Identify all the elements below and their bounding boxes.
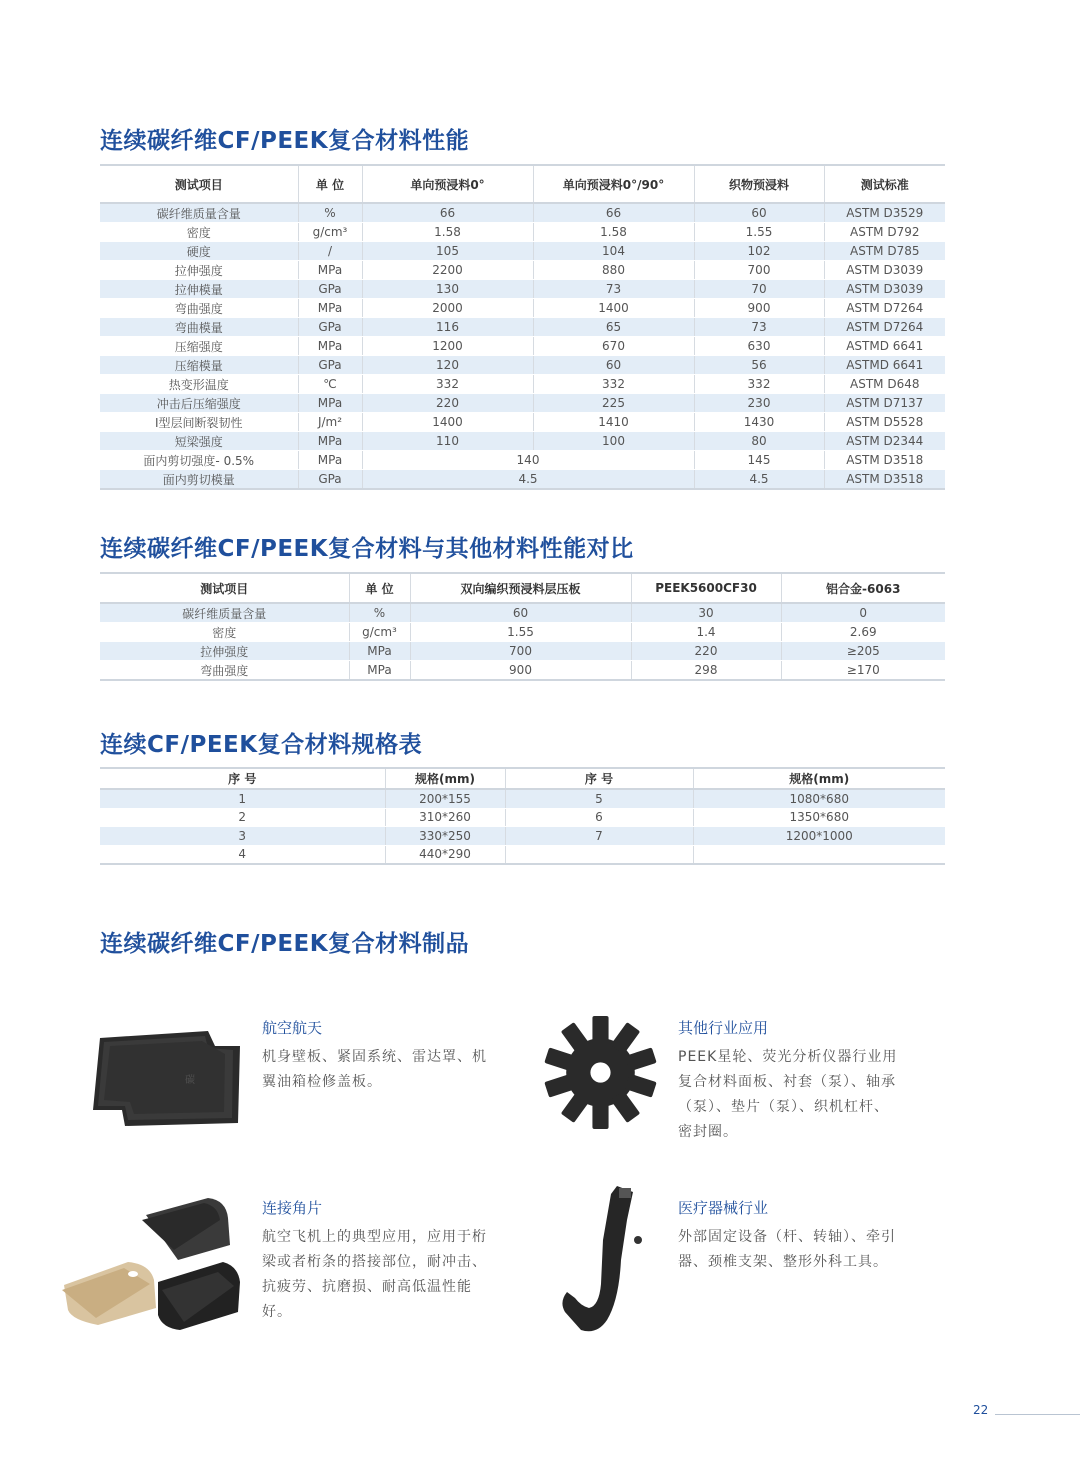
table-cell: 310*260 bbox=[385, 808, 505, 827]
table-cell: 900 bbox=[410, 661, 631, 681]
footer-divider bbox=[995, 1414, 1080, 1415]
table-cell: 2000 bbox=[362, 299, 533, 318]
table-cell: 面内剪切强度- 0.5% bbox=[100, 451, 298, 470]
header-cell: 单向预浸料0°/90° bbox=[533, 165, 694, 203]
table-cell: 73 bbox=[533, 280, 694, 299]
table-cell: 116 bbox=[362, 318, 533, 337]
table-cell: 2200 bbox=[362, 261, 533, 280]
table-cell bbox=[505, 845, 693, 864]
table-cell: 220 bbox=[631, 642, 781, 661]
table-cell: MPa bbox=[298, 432, 362, 451]
table-cell: ASTM D3039 bbox=[824, 261, 945, 280]
table-cell: 66 bbox=[533, 203, 694, 223]
table-cell: 1400 bbox=[362, 413, 533, 432]
table-cell: GPa bbox=[298, 318, 362, 337]
table-cell: MPa bbox=[298, 451, 362, 470]
table-row bbox=[100, 299, 945, 318]
table-cell: ASTM D2344 bbox=[824, 432, 945, 451]
table-cell: 120 bbox=[362, 356, 533, 375]
table-cell: MPa bbox=[298, 299, 362, 318]
table-cell: 298 bbox=[631, 661, 781, 681]
table-cell: 4 bbox=[100, 845, 385, 864]
table-cell: 60 bbox=[533, 356, 694, 375]
table-cell: 110 bbox=[362, 432, 533, 451]
product-description: PEEK星轮、荧光分析仪器行业用复合材料面板、衬套（泵）、轴承（泵）、垫片（泵）、织机杠杆、密封圈。 bbox=[678, 1049, 898, 1140]
table-row bbox=[100, 603, 945, 623]
table-cell: 332 bbox=[362, 375, 533, 394]
table-cell: GPa bbox=[298, 470, 362, 490]
table-cell: 1 bbox=[100, 789, 385, 808]
table-cell: ASTM D7264 bbox=[824, 318, 945, 337]
table-row bbox=[100, 394, 945, 413]
table-cell: 热变形温度 bbox=[100, 375, 298, 394]
table-cell: 弯曲模量 bbox=[100, 318, 298, 337]
product-description: 航空飞机上的典型应用，应用于桁梁或者桁条的搭接部位，耐冲击、抗疲劳、抗磨损、耐高低温性能好。 bbox=[262, 1229, 487, 1320]
table-row bbox=[100, 451, 945, 470]
table-cell: 碳纤维质量含量 bbox=[100, 603, 349, 623]
table-cell: 0 bbox=[781, 603, 945, 623]
table-cell: 1.55 bbox=[410, 623, 631, 642]
page-number: 22 bbox=[973, 1403, 989, 1417]
sizes-title: 连续CF/PEEK复合材料规格表 bbox=[100, 732, 423, 758]
star-wheel-icon bbox=[543, 1015, 658, 1130]
table-cell: MPa bbox=[349, 642, 410, 661]
header-cell: 单 位 bbox=[298, 165, 362, 203]
header-cell: 规格(mm) bbox=[693, 768, 945, 789]
table-cell: 1200*1000 bbox=[693, 827, 945, 846]
table-row bbox=[100, 808, 945, 827]
header-cell: PEEK5600CF30 bbox=[631, 573, 781, 603]
table-cell: g/cm³ bbox=[349, 623, 410, 642]
header-cell: 织物预浸料 bbox=[694, 165, 824, 203]
header-cell: 序 号 bbox=[505, 768, 693, 789]
comparison-table bbox=[100, 572, 945, 681]
table-cell: ASTM D3518 bbox=[824, 470, 945, 490]
table-row bbox=[100, 789, 945, 808]
table-cell: ASTM D785 bbox=[824, 242, 945, 261]
table-row bbox=[100, 623, 945, 642]
table-cell: 440*290 bbox=[385, 845, 505, 864]
table-cell: % bbox=[298, 203, 362, 223]
table-cell: MPa bbox=[298, 337, 362, 356]
table-cell: 碳纤维质量含量 bbox=[100, 203, 298, 223]
carbon-panel-icon bbox=[90, 1028, 245, 1128]
table-cell: 332 bbox=[694, 375, 824, 394]
table-cell: g/cm³ bbox=[298, 223, 362, 242]
table-row bbox=[100, 318, 945, 337]
table-row bbox=[100, 845, 945, 864]
table-cell: MPa bbox=[349, 661, 410, 681]
table-cell: MPa bbox=[298, 394, 362, 413]
table-cell: 60 bbox=[694, 203, 824, 223]
header-cell: 单向预浸料0° bbox=[362, 165, 533, 203]
table-cell: 220 bbox=[362, 394, 533, 413]
table-cell: 1430 bbox=[694, 413, 824, 432]
table-cell: 100 bbox=[533, 432, 694, 451]
svg-text:碳: 碳 bbox=[185, 1075, 195, 1086]
table-row bbox=[100, 432, 945, 451]
table-cell: 6 bbox=[505, 808, 693, 827]
table-cell: 880 bbox=[533, 261, 694, 280]
table-cell: 140 bbox=[362, 451, 694, 470]
product-heading: 医疗器械行业 bbox=[678, 1199, 769, 1217]
table-row bbox=[100, 242, 945, 261]
table-cell: 700 bbox=[410, 642, 631, 661]
table-row bbox=[100, 223, 945, 242]
table-cell: ASTM D7137 bbox=[824, 394, 945, 413]
table-header-row bbox=[100, 768, 945, 789]
properties-table bbox=[100, 164, 945, 490]
table-cell: 900 bbox=[694, 299, 824, 318]
table-cell: 332 bbox=[533, 375, 694, 394]
product-description: 外部固定设备（杆、转轴）、牵引器、颈椎支架、整形外科工具。 bbox=[678, 1229, 896, 1270]
table-cell: 230 bbox=[694, 394, 824, 413]
table-row bbox=[100, 413, 945, 432]
table-cell: 105 bbox=[362, 242, 533, 261]
table-header-row bbox=[100, 573, 945, 603]
header-cell: 规格(mm) bbox=[385, 768, 505, 789]
table-cell: ASTMD 6641 bbox=[824, 337, 945, 356]
table-cell: 短梁强度 bbox=[100, 432, 298, 451]
header-cell: 序 号 bbox=[100, 768, 385, 789]
table-cell: 670 bbox=[533, 337, 694, 356]
table-cell: ASTM D792 bbox=[824, 223, 945, 242]
table-cell: 66 bbox=[362, 203, 533, 223]
angle-bracket-icon bbox=[58, 1190, 248, 1340]
table-row bbox=[100, 661, 945, 681]
table-cell: ASTM D3529 bbox=[824, 203, 945, 223]
table-cell: 3 bbox=[100, 827, 385, 846]
table-cell: 1.4 bbox=[631, 623, 781, 642]
table-cell: 弯曲强度 bbox=[100, 299, 298, 318]
table-cell: 73 bbox=[694, 318, 824, 337]
table-cell: Ⅰ型层间断裂韧性 bbox=[100, 413, 298, 432]
table-cell: 4.5 bbox=[694, 470, 824, 490]
table-cell: 拉伸强度 bbox=[100, 642, 349, 661]
table-cell: 拉伸模量 bbox=[100, 280, 298, 299]
table-cell: 2 bbox=[100, 808, 385, 827]
table-cell: 1.55 bbox=[694, 223, 824, 242]
header-cell: 测试项目 bbox=[100, 165, 298, 203]
table-cell: GPa bbox=[298, 280, 362, 299]
table-cell: 弯曲强度 bbox=[100, 661, 349, 681]
table-cell: 1410 bbox=[533, 413, 694, 432]
table-cell: 104 bbox=[533, 242, 694, 261]
table-cell: 压缩模量 bbox=[100, 356, 298, 375]
table-cell: 1400 bbox=[533, 299, 694, 318]
table-cell: 4.5 bbox=[362, 470, 694, 490]
table-cell: 1200 bbox=[362, 337, 533, 356]
table-cell: ASTM D648 bbox=[824, 375, 945, 394]
table-cell: 56 bbox=[694, 356, 824, 375]
table-cell: 630 bbox=[694, 337, 824, 356]
table-cell: 1.58 bbox=[533, 223, 694, 242]
table-cell: ASTM D5528 bbox=[824, 413, 945, 432]
table-cell: 硬度 bbox=[100, 242, 298, 261]
table-cell: ASTM D3518 bbox=[824, 451, 945, 470]
table-cell: 200*155 bbox=[385, 789, 505, 808]
table-cell: 80 bbox=[694, 432, 824, 451]
product-description: 机身壁板、紧固系统、雷达罩、机翼油箱检修盖板。 bbox=[262, 1049, 487, 1090]
table-cell: J/m² bbox=[298, 413, 362, 432]
table-cell: 拉伸强度 bbox=[100, 261, 298, 280]
table-cell: ASTM D7264 bbox=[824, 299, 945, 318]
header-cell: 测试标准 bbox=[824, 165, 945, 203]
table-cell: 700 bbox=[694, 261, 824, 280]
table-cell: 5 bbox=[505, 789, 693, 808]
table-cell: 30 bbox=[631, 603, 781, 623]
table-cell: MPa bbox=[298, 261, 362, 280]
table-cell: 冲击后压缩强度 bbox=[100, 394, 298, 413]
table-cell: 145 bbox=[694, 451, 824, 470]
sizes-table bbox=[100, 767, 945, 865]
table-cell: 330*250 bbox=[385, 827, 505, 846]
header-cell: 铝合金-6063 bbox=[781, 573, 945, 603]
table-row bbox=[100, 470, 945, 490]
table-row bbox=[100, 337, 945, 356]
table-cell: 1080*680 bbox=[693, 789, 945, 808]
table-cell: ℃ bbox=[298, 375, 362, 394]
table-cell: 65 bbox=[533, 318, 694, 337]
table-cell: 密度 bbox=[100, 623, 349, 642]
table-cell: 70 bbox=[694, 280, 824, 299]
products-title: 连续碳纤维CF/PEEK复合材料制品 bbox=[100, 931, 470, 957]
table-cell: 225 bbox=[533, 394, 694, 413]
table-row bbox=[100, 375, 945, 394]
comparison-title: 连续碳纤维CF/PEEK复合材料与其他材料性能对比 bbox=[100, 536, 634, 562]
table-cell: 1.58 bbox=[362, 223, 533, 242]
table-row bbox=[100, 261, 945, 280]
table-cell: % bbox=[349, 603, 410, 623]
table-cell: / bbox=[298, 242, 362, 261]
table-row bbox=[100, 356, 945, 375]
table-cell: ≥205 bbox=[781, 642, 945, 661]
table-cell: GPa bbox=[298, 356, 362, 375]
header-cell: 双向编织预浸料层压板 bbox=[410, 573, 631, 603]
table-row bbox=[100, 642, 945, 661]
header-cell: 测试项目 bbox=[100, 573, 349, 603]
table-row bbox=[100, 203, 945, 223]
table-cell: 7 bbox=[505, 827, 693, 846]
table-cell: 130 bbox=[362, 280, 533, 299]
table-cell: 1350*680 bbox=[693, 808, 945, 827]
table-header-row bbox=[100, 165, 945, 203]
header-cell: 单 位 bbox=[349, 573, 410, 603]
table-row bbox=[100, 827, 945, 846]
product-heading: 连接角片 bbox=[262, 1199, 323, 1217]
table-cell: 2.69 bbox=[781, 623, 945, 642]
table-cell: 102 bbox=[694, 242, 824, 261]
table-cell: 压缩强度 bbox=[100, 337, 298, 356]
table-cell: 密度 bbox=[100, 223, 298, 242]
table-cell: 面内剪切模量 bbox=[100, 470, 298, 490]
table-cell bbox=[693, 845, 945, 864]
properties-title: 连续碳纤维CF/PEEK复合材料性能 bbox=[100, 128, 470, 154]
product-heading: 其他行业应用 bbox=[678, 1019, 769, 1037]
table-cell: ≥170 bbox=[781, 661, 945, 681]
table-row bbox=[100, 280, 945, 299]
product-heading: 航空航天 bbox=[262, 1019, 323, 1037]
table-cell: 60 bbox=[410, 603, 631, 623]
table-cell: ASTMD 6641 bbox=[824, 356, 945, 375]
medical-hook-icon bbox=[555, 1180, 645, 1335]
table-cell: ASTM D3039 bbox=[824, 280, 945, 299]
